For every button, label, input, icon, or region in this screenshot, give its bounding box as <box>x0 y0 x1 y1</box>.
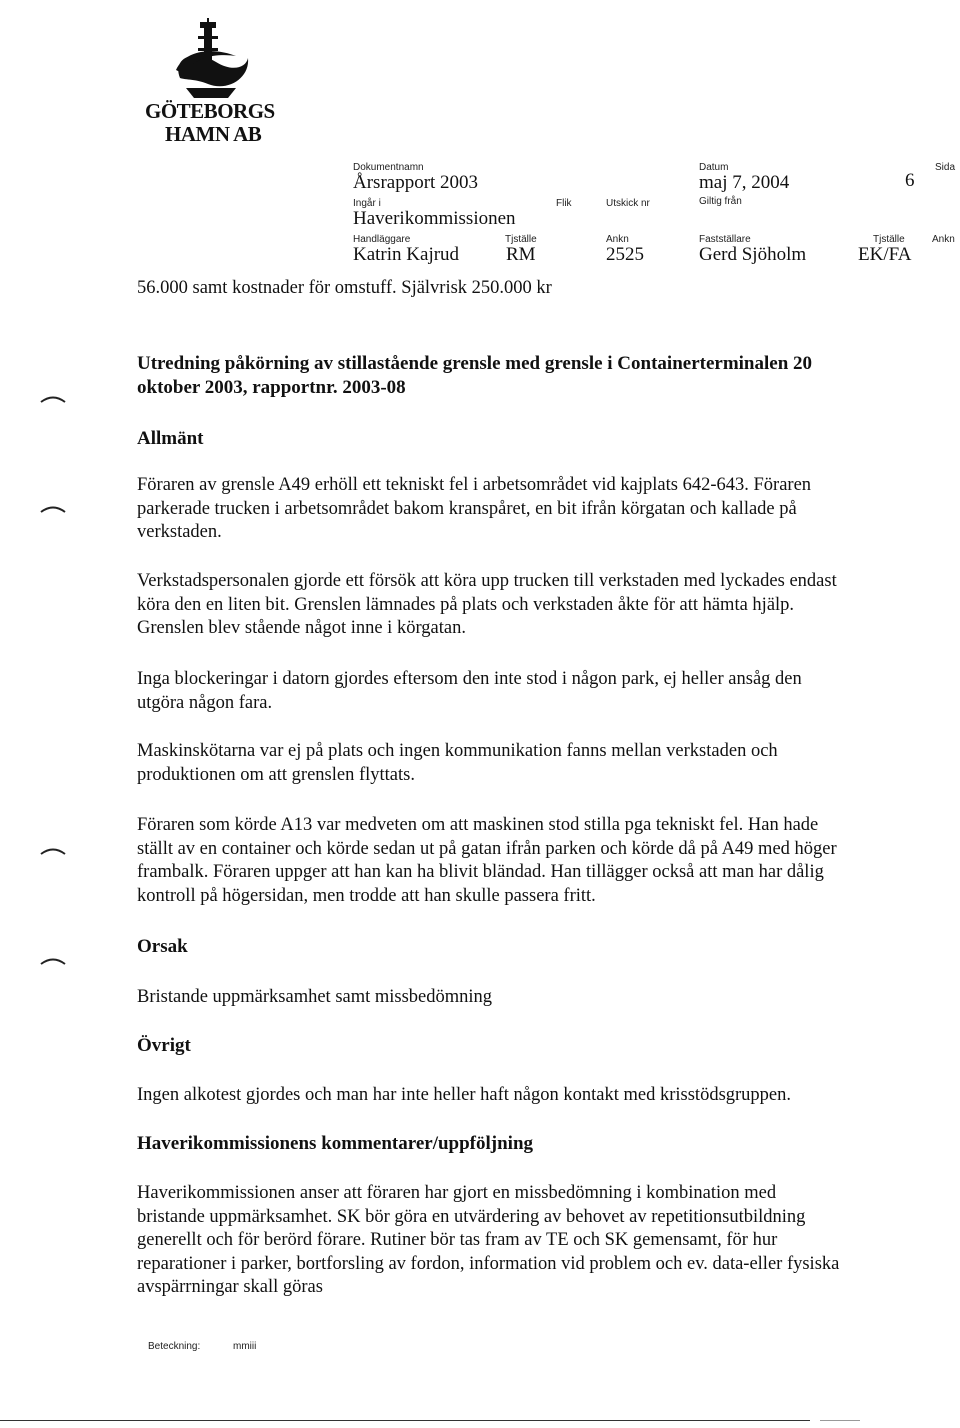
margin-mark-icon <box>40 395 66 403</box>
paragraph-line: Föraren av grensle A49 erhöll ett tekniskt fel i arbetsområdet vid kajplats 642-643. Föraren <box>137 475 812 495</box>
paragraph-line: köra den en liten bit. Grenslen lämnades på plats och verkstaden åkte för att hämta hjälp. <box>137 594 795 615</box>
value-handlaggare: Katrin Kajrud <box>353 244 460 265</box>
footer-beteckning-value: mmiii <box>233 1341 257 1352</box>
paragraph-line: Bristande uppmärksamhet samt missbedömning <box>137 987 493 1007</box>
label-tjanstestalle-1: Tjställe <box>505 234 537 245</box>
paragraph-line: Föraren som körde A13 var medveten om att maskinen stod stilla pga tekniskt fel. Han hade <box>137 815 819 835</box>
company-name-line2: HAMN AB <box>165 122 262 146</box>
report-title-line2: oktober 2003, rapportnr. 2003-08 <box>137 377 406 398</box>
heading-ovrigt: Övrigt <box>137 1035 191 1056</box>
value-ankn-1: 2525 <box>606 244 644 265</box>
paragraph-line: bristande uppmärksamhet. SK bör göra en utvärdering av behovet av repetitionsutbildning <box>137 1206 806 1227</box>
paragraph-line: kontroll på högersidan, men trodde att han skulle passera fritt. <box>137 885 596 906</box>
intro-line: 56.000 samt kostnader för omstuff. Självrisk 250.000 kr <box>137 278 552 298</box>
report-title <box>137 352 812 400</box>
heading-kommentarer: Haverikommissionens kommentarer/uppföljning <box>137 1133 534 1154</box>
footer-divider <box>0 1420 810 1421</box>
value-dokumentnamn: Årsrapport 2003 <box>353 172 479 193</box>
value-sida: 6 <box>905 170 915 191</box>
paragraph-8 <box>137 1182 937 1300</box>
paragraph-line: parkerade trucken i arbetsområdet bakom kranspåret, en bit ifrån körgatan och kallade på <box>137 498 797 519</box>
value-tjanstestalle-2: EK/FA <box>858 244 912 265</box>
margin-mark-icon <box>40 505 66 513</box>
paragraph-line: Verkstadspersonalen gjorde ett försök att köra upp trucken till verkstaden med lyckades endast <box>137 571 837 591</box>
paragraph-line: Haverikommissionen anser att föraren har gjort en missbedömning i kombination med <box>137 1183 777 1203</box>
paragraph-6 <box>137 986 937 1010</box>
company-name-line1: GÖTEBORGS <box>145 99 275 123</box>
paragraph-5 <box>137 814 937 908</box>
paragraph-2 <box>137 570 937 641</box>
paragraph-3 <box>137 668 937 715</box>
paragraph-line: reparationer i parker, bortforsling av fordon, information vid problem och ev. data-eller fysiska <box>137 1253 840 1274</box>
value-ingar-i: Haverikommissionen <box>353 208 516 229</box>
label-dokumentnamn: Dokumentnamn <box>353 162 424 173</box>
paragraph-line: verkstaden. <box>137 522 222 542</box>
value-tjanstestalle-1: RM <box>506 244 536 265</box>
label-ankn-1: Ankn <box>606 234 629 245</box>
footer-beteckning-label: Beteckning: <box>148 1341 201 1352</box>
paragraph-line: frambalk. Föraren uppger att han kan ha blivit bländad. Han tillägger också att man har dålig <box>137 862 824 882</box>
label-handlaggare: Handläggare <box>353 234 411 245</box>
label-sida: Sida <box>935 162 956 173</box>
label-ankn-2: Ankn <box>932 234 955 245</box>
paragraph-line: ställt av en container och körde sedan ut på gatan ifrån parken och körde då på A49 med höger <box>137 838 837 859</box>
footer-divider-short <box>820 1420 860 1421</box>
label-ingar-i: Ingår i <box>353 198 381 209</box>
heading-orsak: Orsak <box>137 936 188 957</box>
report-title-line1: Utredning påkörning av stillastående grensle med grensle i Containerterminalen 20 <box>137 353 813 374</box>
margin-mark-icon <box>40 957 66 965</box>
value-datum: maj 7, 2004 <box>699 172 790 193</box>
label-utskick-nr: Utskick nr <box>606 198 650 209</box>
label-datum: Datum <box>699 162 729 173</box>
label-faststallare: Fastställare <box>699 234 751 245</box>
label-tjanstestalle-2: Tjställe <box>873 234 905 245</box>
paragraph-4 <box>137 740 937 787</box>
company-name <box>145 100 275 146</box>
company-logo <box>166 18 252 104</box>
paragraph-line: produktionen om att grenslen flyttats. <box>137 764 415 785</box>
paragraph-line: Ingen alkotest gjordes och man har inte heller haft någon kontakt med krisstödsgruppen. <box>137 1085 792 1105</box>
paragraph-line: Maskinskötarna var ej på plats och ingen kommunikation fanns mellan verkstaden och <box>137 741 778 761</box>
paragraph-line: generellt och för berörd förare. Rutiner bör tas fram av TE och SK gemensamt, för hur <box>137 1230 778 1250</box>
paragraph-line: Grenslen blev stående något inne i körgatan. <box>137 618 466 638</box>
paragraph-line: utgöra någon fara. <box>137 692 273 713</box>
paragraph-1 <box>137 474 937 545</box>
paragraph-line: Inga blockeringar i datorn gjordes eftersom den inte stod i någon park, ej heller ansåg den <box>137 669 802 689</box>
heading-allmant: Allmänt <box>137 428 204 449</box>
label-giltig-fran: Giltig från <box>699 196 742 207</box>
paragraph-line: avspärrningar skall göras <box>137 1277 323 1297</box>
paragraph-7 <box>137 1084 937 1108</box>
label-flik: Flik <box>556 198 572 209</box>
value-faststallare: Gerd Sjöholm <box>699 244 807 265</box>
margin-mark-icon <box>40 847 66 855</box>
